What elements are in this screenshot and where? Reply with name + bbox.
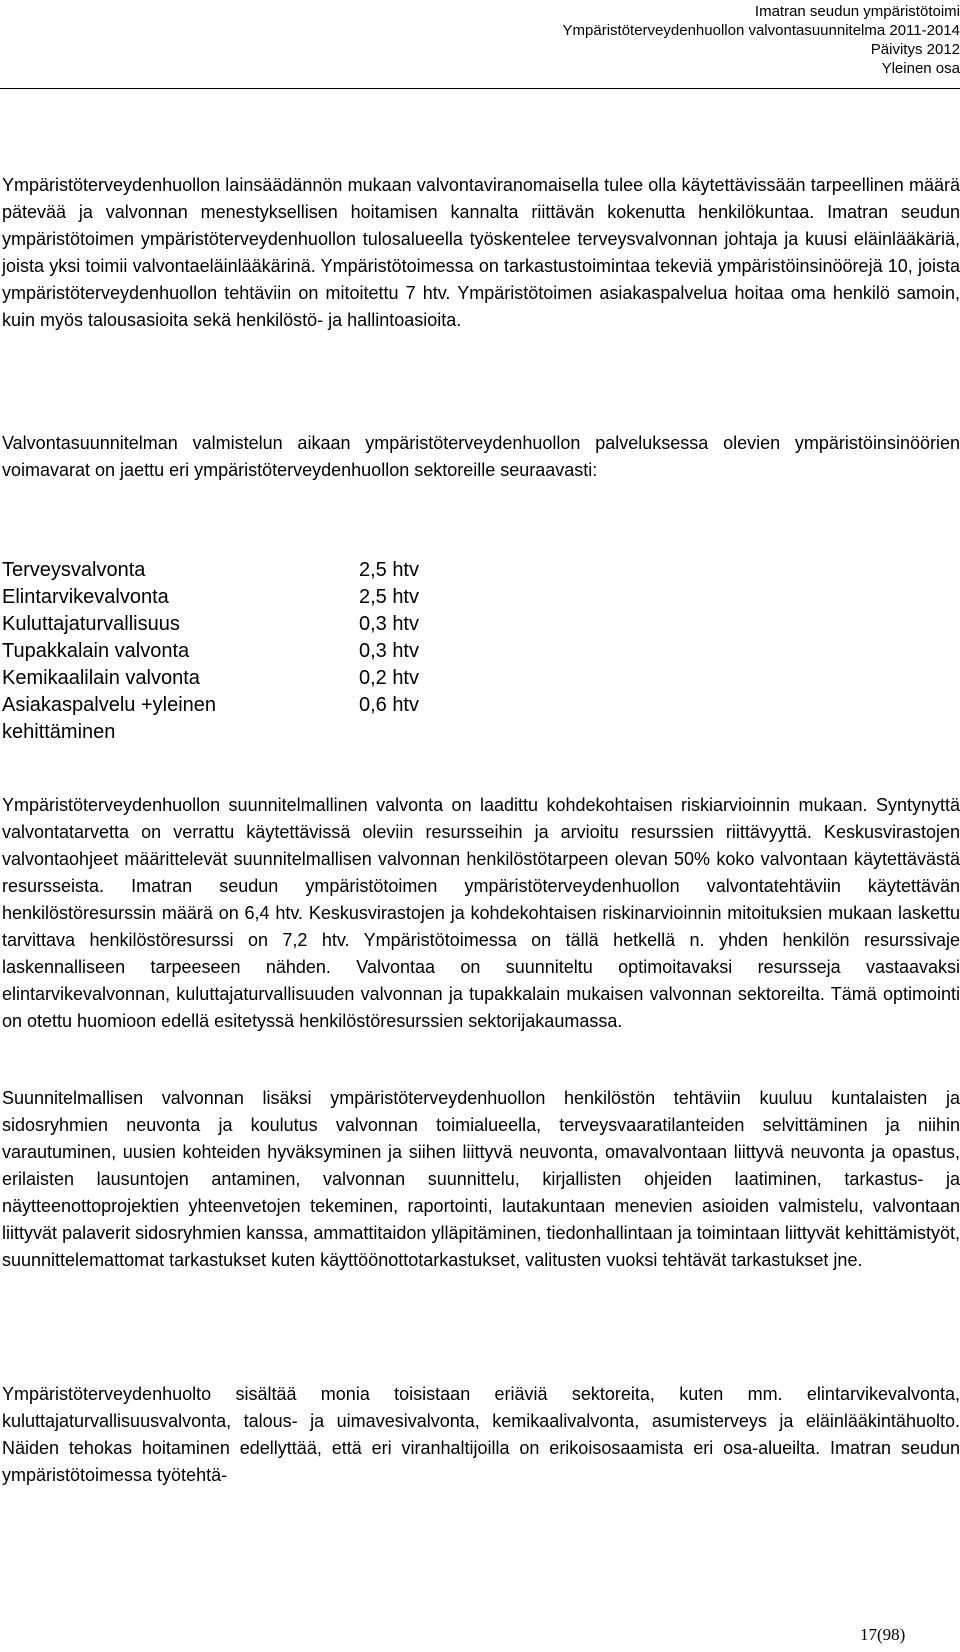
- allocation-row: [2, 611, 422, 638]
- paragraph-additional-duties: [2, 1085, 960, 1274]
- paragraph-text: Valvontasuunnitelman valmistelun aikaan ympäristöterveydenhuollon palveluksessa olevien ympäristöinsinöörien voimavarat on jaettu eri ympäristöterveydenhuollon sektoreille seuraavasti:: [2, 433, 960, 480]
- allocation-row: [2, 557, 422, 584]
- allocation-row: [2, 665, 422, 692]
- paragraph-text: Suunnitelmallisen valvonnan lisäksi ympäristöterveydenhuollon henkilöstön tehtäviin kuuluu kuntalaisten ja sidosryhmien neuvonta ja koulutus valvonnan toimialueella, terveysvaaratilanteiden selvittäminen ja niihin varautuminen, uusien kohteiden hyväksyminen ja siihen liittyvä neuvonta, omavalvontaan liittyvä neuvonta ja opastus, erilaisten lausuntojen antaminen, valvonnan suunnittelu, kirjallisten ohjeiden laatiminen, tarkastus- ja näytteenottoprojektien yhteenvetojen tekeminen, raportointi, lautakuntaan menevien asioiden valmistelu, valvontaan liittyvät palaverit sidosryhmien kanssa, ammattitaidon ylläpitäminen, tiedonhallintaan ja toimintaan liittyvät kehittämistyöt, suunnittelemattomat tarkastukset kuten käyttöönottotarkastukset, valitusten vuoksi tehtävät tarkastukset jne.: [2, 1088, 960, 1270]
- allocation-value: 0,3 htv: [358, 613, 419, 635]
- allocation-sector: Kemikaalilain valvonta: [2, 667, 200, 689]
- allocation-row: [2, 692, 422, 746]
- header-update: Päivitys 2012: [870, 41, 960, 58]
- allocation-sector: Kuluttajaturvallisuus: [2, 613, 180, 635]
- allocation-value: 2,5 htv: [358, 559, 419, 581]
- header-section: Yleinen osa: [881, 60, 960, 77]
- allocation-sector: Elintarvikevalvonta: [2, 586, 169, 608]
- allocation-sector: Tupakkalain valvonta: [2, 640, 190, 662]
- sector-allocation-table: [2, 557, 422, 746]
- paragraph-text: Ympäristöterveydenhuolto sisältää monia toisistaan eriäviä sektoreita, kuten mm. elintarvikevalvonta, kuluttajaturvallisuusvalvonta, talous- ja uimavesivalvonta, kemikaalivalvonta, asumisterveys ja eläinlääkintähuolto. Näiden tehokas hoitaminen edellyttää, että eri viranhaltijoilla on erikoisosaamista eri osa-alueilta. Imatran seudun ympäristötoimessa työtehtä-: [2, 1384, 960, 1485]
- paragraph-text: Ympäristöterveydenhuollon suunnitelmallinen valvonta on laadittu kohdekohtaisen riskiarvioinnin mukaan. Syntynyttä valvontatarvetta on verrattu käytettävissä oleviin resursseihin ja arvioitu resurssien riittävyyttä. Keskusvirastojen valvontaohjeet määrittelevät suunnitelmallisen valvonnan henkilöstötarpeen olevan 50% koko valvontaan käytettävästä resursseista. Imatran seudun ympäristötoimen ympäristöterveydenhuollon valvontatehtäviin käytettävän henkilöstöresurssin määrä on 6,4 htv. Keskusvirastojen ja kohdekohtaisen riskinarvioinnin mitoituksien mukaan laskettu tarvittava henkilöstöresurssi on 7,2 htv. Ympäristötoimessa on tällä hetkellä n. yhden henkilön resurssivaje laskennalliseen tarpeeseen nähden. Valvontaa on suunniteltu optimoitavaksi resursseja vastaavaksi elintarvikevalvonnan, kuluttajaturvallisuuden valvonnan ja tupakkalain mukaisen valvonnan sektoreilta. Tämä optimointi on otettu huomioon edellä esitetyssä henkilöstöresurssien sektorijakaumassa.: [2, 795, 960, 1031]
- page-header: [0, 0, 960, 92]
- header-divider: [0, 88, 960, 89]
- paragraph-staffing: [2, 172, 960, 334]
- paragraph-allocation-intro: [2, 430, 960, 484]
- paragraph-text: Ympäristöterveydenhuollon lainsäädännön mukaan valvontaviranomaisella tulee olla käytettävissään tarpeellinen määrä pätevää ja valvonnan menestyksellisen hoitamisen kannalta riittävän kokenutta henkilökuntaa. Imatran seudun ympäristötoimen ympäristöterveydenhuollon tulosalueella työskentelee terveysvalvonnan johtaja ja kuusi eläinlääkäriä, joista yksi toimii valvontaeläinlääkärinä. Ympäristötoimessa on tarkastustoimintaa tekeviä ympäristöinsinöörejä 10, joista ympäristöterveydenhuollon tehtäviin on mitoitettu 7 htv. Ympäristötoimen asiakaspalvelua hoitaa oma henkilö samoin, kuin myös talousasioita sekä henkilöstö- ja hallintoasioita.: [2, 175, 960, 330]
- allocation-row: [2, 638, 422, 665]
- allocation-value: 0,6 htv: [358, 694, 419, 716]
- allocation-row: [2, 584, 422, 611]
- paragraph-sectors: [2, 1381, 960, 1489]
- allocation-value: 0,3 htv: [358, 640, 419, 662]
- allocation-value: 2,5 htv: [358, 586, 419, 608]
- allocation-sector: Asiakaspalvelu +yleinen kehittäminen: [2, 694, 217, 743]
- header-document-title: Ympäristöterveydenhuollon valvontasuunnitelma 2011-2014: [562, 22, 960, 39]
- paragraph-risk-assessment: [2, 792, 960, 1035]
- allocation-value: 0,2 htv: [358, 667, 419, 689]
- allocation-sector: Terveysvalvonta: [2, 559, 146, 581]
- header-organization: Imatran seudun ympäristötoimi: [754, 3, 960, 20]
- page-number: 17(98): [860, 1625, 906, 1644]
